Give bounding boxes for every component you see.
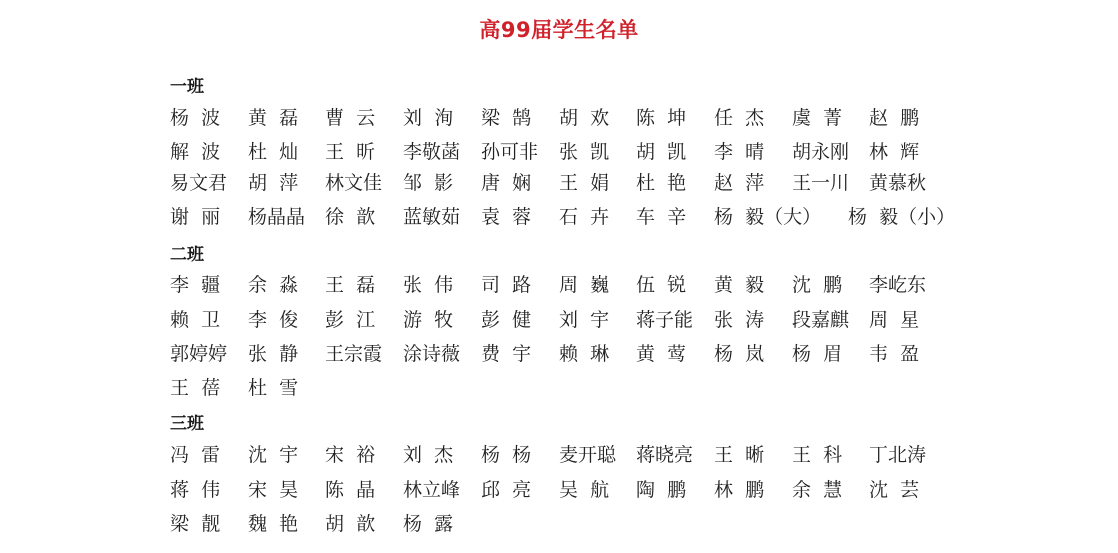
student-name: 李屹东 xyxy=(869,274,927,296)
section-heading: 一班 xyxy=(170,77,204,97)
student-name: 冯 雷 xyxy=(170,444,221,466)
student-name: 唐 娴 xyxy=(481,172,532,194)
student-name: 段嘉麒 xyxy=(792,309,850,331)
student-name: 黄 莺 xyxy=(636,343,687,365)
student-name: 胡 歆 xyxy=(325,513,376,535)
student-name: 王 昕 xyxy=(325,141,376,163)
student-name: 李敬菡 xyxy=(403,141,461,163)
student-name: 赵 鹏 xyxy=(869,107,920,129)
student-name: 杨 毅（小） xyxy=(848,206,956,228)
student-name: 杨 杨 xyxy=(481,444,532,466)
student-name: 彭 江 xyxy=(325,309,376,331)
student-name: 赖 卫 xyxy=(170,309,221,331)
student-name: 蒋 伟 xyxy=(170,479,221,501)
student-name: 王宗霞 xyxy=(325,343,383,365)
student-name: 杨 岚 xyxy=(714,343,765,365)
student-name: 杜 雪 xyxy=(248,377,299,399)
student-name: 邱 亮 xyxy=(481,479,532,501)
student-name: 李 俊 xyxy=(248,309,299,331)
student-name: 林 辉 xyxy=(869,141,920,163)
student-name: 林文佳 xyxy=(325,172,383,194)
student-name: 杨 眉 xyxy=(792,343,843,365)
page-title: 高99届学生名单 xyxy=(479,18,639,42)
student-name: 王 磊 xyxy=(325,274,376,296)
student-name: 解 波 xyxy=(170,141,221,163)
student-name: 谢 丽 xyxy=(170,206,221,228)
student-name: 林立峰 xyxy=(403,479,461,501)
student-name: 王 娟 xyxy=(559,172,610,194)
student-name: 杜 艳 xyxy=(636,172,687,194)
student-name: 蒋子能 xyxy=(636,309,694,331)
student-name: 韦 盈 xyxy=(869,343,920,365)
student-name: 周 星 xyxy=(869,309,920,331)
student-name: 费 宇 xyxy=(481,343,532,365)
student-name: 曹 云 xyxy=(325,107,376,129)
student-name: 胡永刚 xyxy=(792,141,850,163)
student-name: 易文君 xyxy=(170,172,228,194)
student-name: 吴 航 xyxy=(559,479,610,501)
student-name: 张 凯 xyxy=(559,141,610,163)
student-name: 王 蓓 xyxy=(170,377,221,399)
student-name: 李 晴 xyxy=(714,141,765,163)
student-name: 王 晰 xyxy=(714,444,765,466)
student-name: 胡 欢 xyxy=(559,107,610,129)
student-name: 林 鹏 xyxy=(714,479,765,501)
student-name: 余 慧 xyxy=(792,479,843,501)
student-name: 杜 灿 xyxy=(248,141,299,163)
student-name: 梁 鹄 xyxy=(481,107,532,129)
student-name: 王一川 xyxy=(792,172,850,194)
student-name: 刘 杰 xyxy=(403,444,454,466)
student-name: 袁 蓉 xyxy=(481,206,532,228)
student-name: 王 科 xyxy=(792,444,843,466)
student-name: 沈 鹏 xyxy=(792,274,843,296)
student-name: 胡 凯 xyxy=(636,141,687,163)
student-name: 任 杰 xyxy=(714,107,765,129)
student-name: 刘 洵 xyxy=(403,107,454,129)
student-name: 石 卉 xyxy=(559,206,610,228)
student-name: 张 伟 xyxy=(403,274,454,296)
student-name: 梁 靓 xyxy=(170,513,221,535)
student-name: 刘 宇 xyxy=(559,309,610,331)
student-name: 邹 影 xyxy=(403,172,454,194)
student-name: 陶 鹏 xyxy=(636,479,687,501)
student-name: 陈 坤 xyxy=(636,107,687,129)
student-name: 杨 波 xyxy=(170,107,221,129)
student-name: 涂诗薇 xyxy=(403,343,461,365)
student-name: 张 涛 xyxy=(714,309,765,331)
student-name: 车 辛 xyxy=(636,206,687,228)
student-name: 蒋晓亮 xyxy=(636,444,694,466)
student-name: 彭 健 xyxy=(481,309,532,331)
student-name: 余 淼 xyxy=(248,274,299,296)
student-name: 麦开聪 xyxy=(559,444,617,466)
section-heading: 三班 xyxy=(170,414,204,434)
student-name: 李 疆 xyxy=(170,274,221,296)
student-name: 郭婷婷 xyxy=(170,343,228,365)
student-name: 杨 毅（大） xyxy=(714,206,822,228)
student-name: 黄慕秋 xyxy=(869,172,927,194)
student-name: 宋 裕 xyxy=(325,444,376,466)
student-name: 杨晶晶 xyxy=(248,206,306,228)
student-name: 赖 琳 xyxy=(559,343,610,365)
student-name: 虞 菁 xyxy=(792,107,843,129)
student-name: 丁北涛 xyxy=(869,444,927,466)
student-name: 沈 芸 xyxy=(869,479,920,501)
student-name: 蓝敏茹 xyxy=(403,206,461,228)
student-name: 黄 磊 xyxy=(248,107,299,129)
section-heading: 二班 xyxy=(170,245,204,265)
student-name: 司 路 xyxy=(481,274,532,296)
student-name: 周 巍 xyxy=(559,274,610,296)
student-name: 孙可非 xyxy=(481,141,539,163)
student-name: 胡 萍 xyxy=(248,172,299,194)
student-name: 张 静 xyxy=(248,343,299,365)
student-name: 宋 昊 xyxy=(248,479,299,501)
student-name: 魏 艳 xyxy=(248,513,299,535)
student-name: 赵 萍 xyxy=(714,172,765,194)
student-name: 徐 歆 xyxy=(325,206,376,228)
student-name: 游 牧 xyxy=(403,309,454,331)
student-name: 沈 宇 xyxy=(248,444,299,466)
student-name: 伍 锐 xyxy=(636,274,687,296)
student-name: 陈 晶 xyxy=(325,479,376,501)
student-name: 杨 露 xyxy=(403,513,454,535)
student-name: 黄 毅 xyxy=(714,274,765,296)
